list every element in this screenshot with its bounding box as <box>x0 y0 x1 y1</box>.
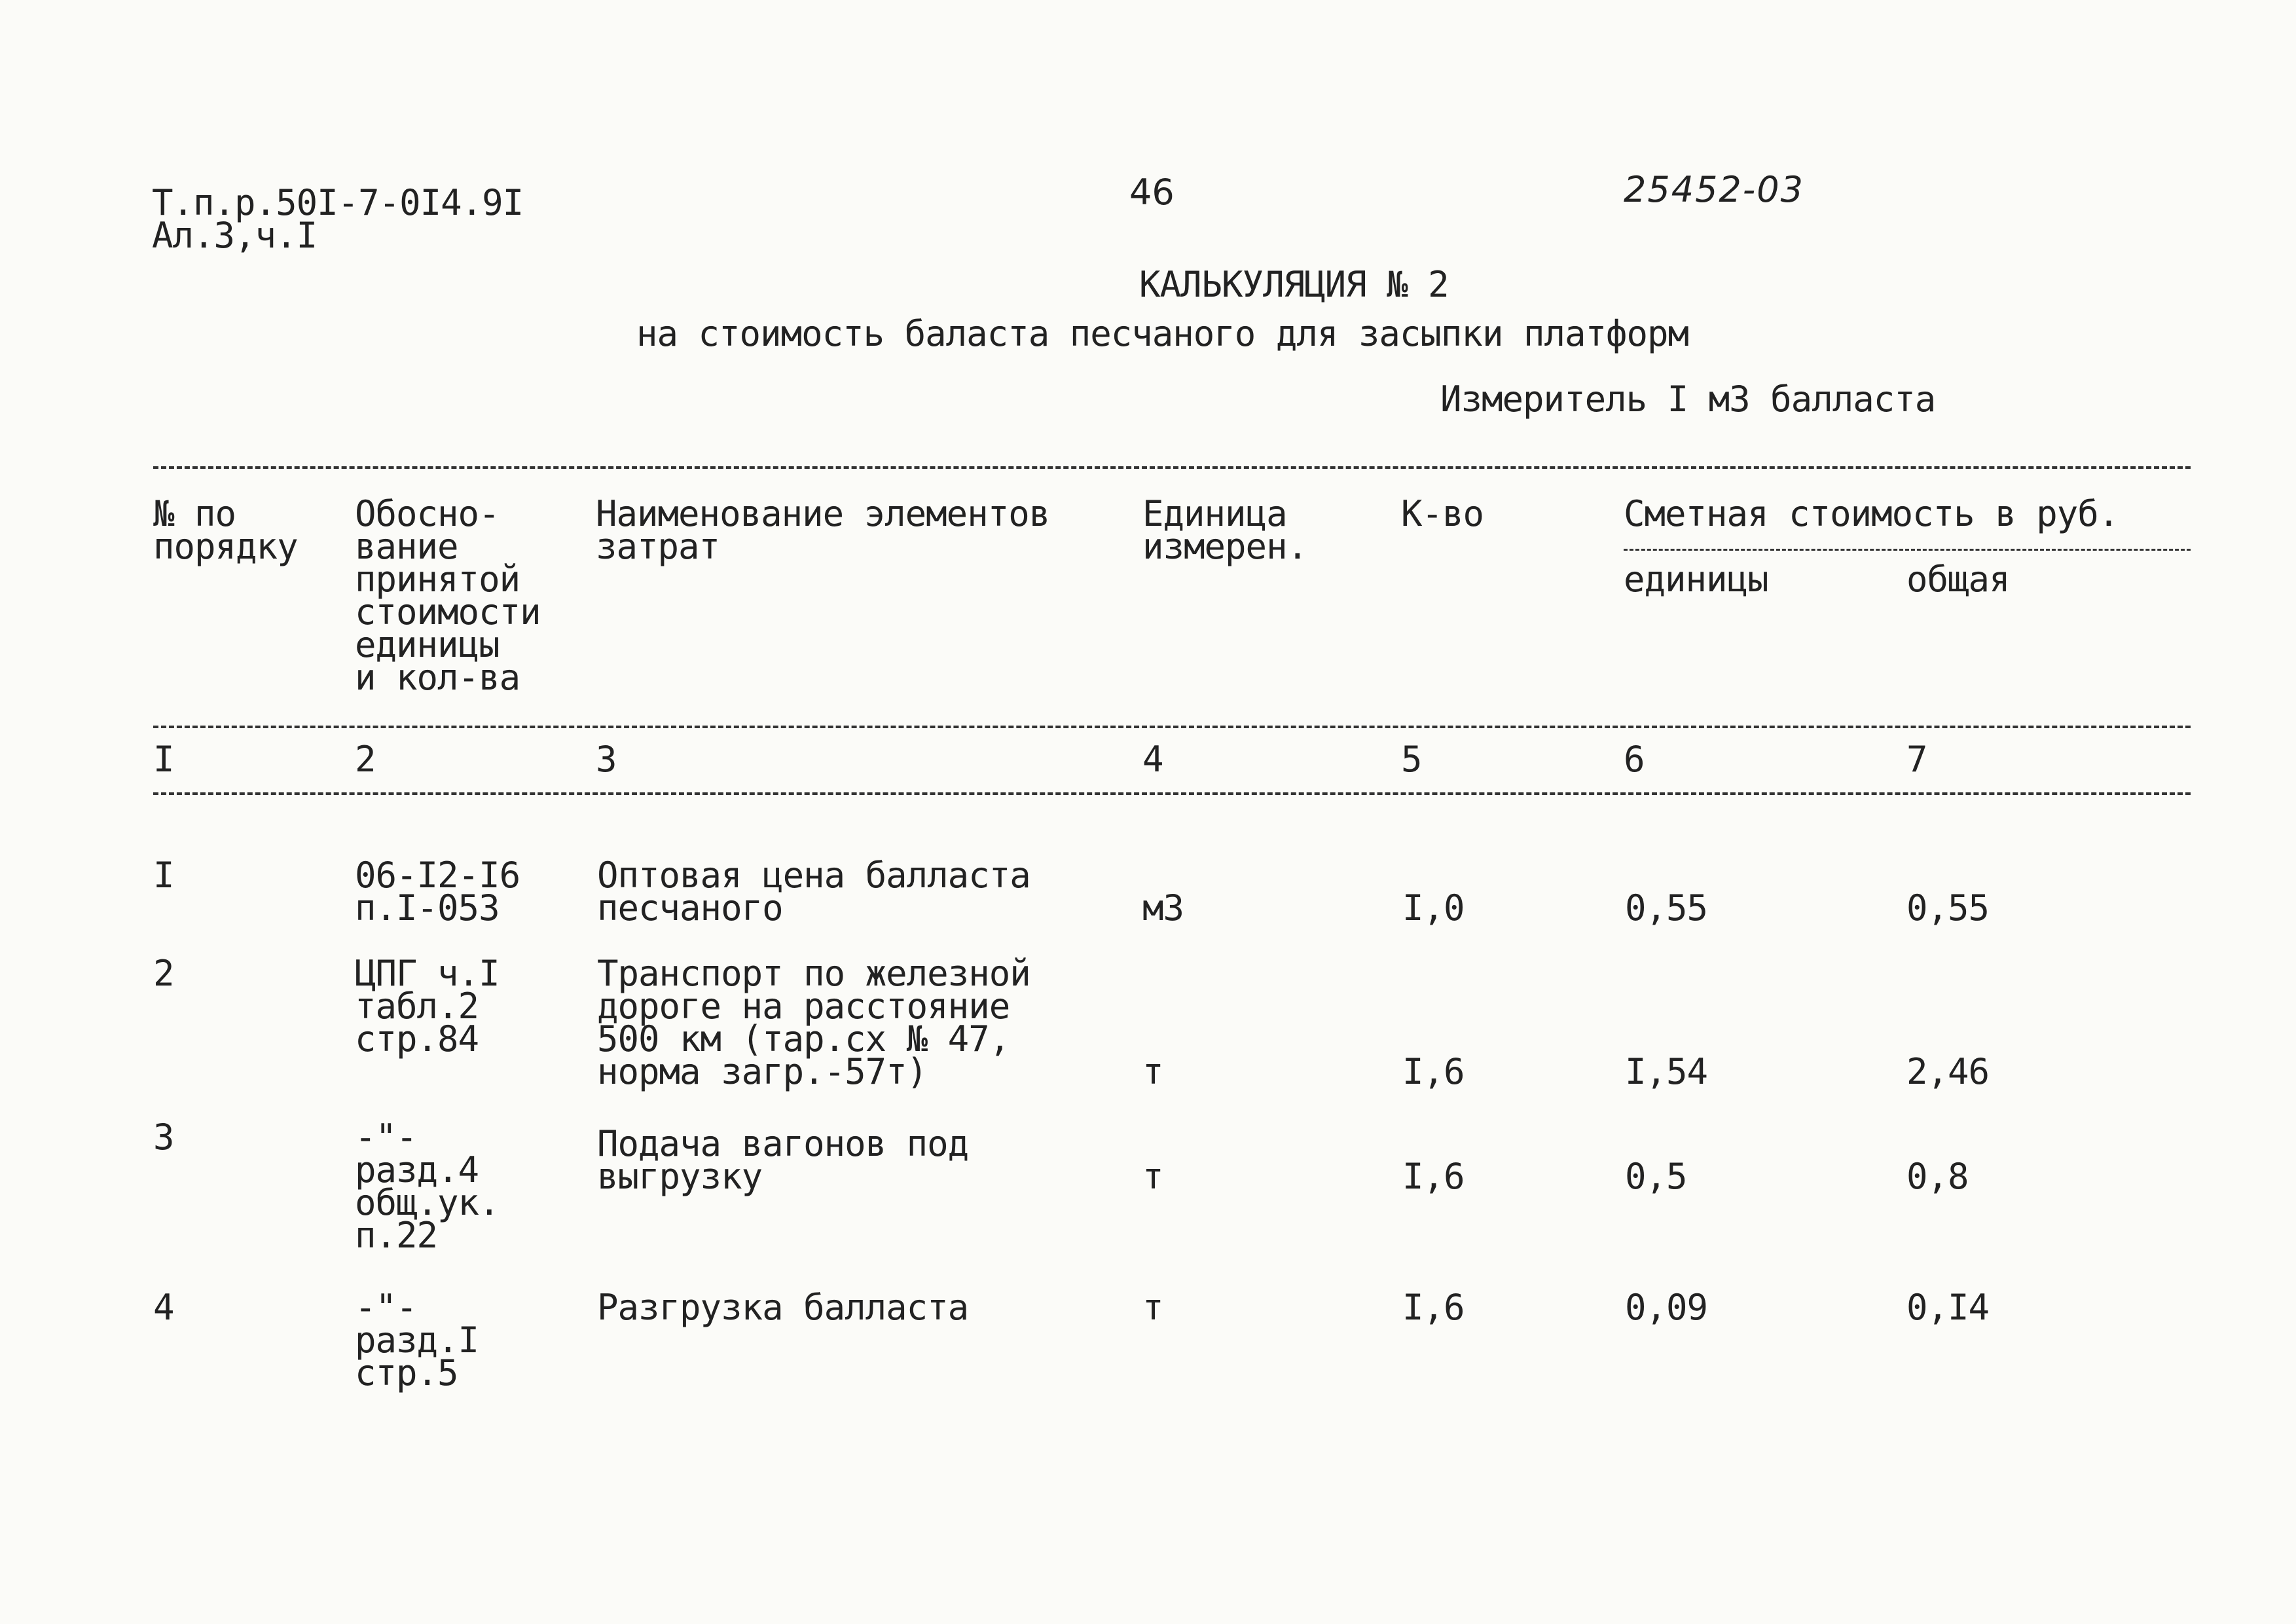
calc-title: КАЛЬКУЛЯЦИЯ № 2 <box>1139 264 1449 305</box>
row-total: 0,I4 <box>1906 1287 1990 1328</box>
page-number: 46 <box>1129 172 1175 213</box>
row-basis: -"- разд.I стр.5 <box>355 1287 479 1393</box>
row-name: Подача вагонов под выгрузку <box>597 1123 969 1197</box>
row-basis: ЦПГ ч.I табл.2 стр.84 <box>355 953 500 1060</box>
row-unit: м3 <box>1142 887 1184 929</box>
row-unit-cost: 0,55 <box>1625 887 1708 929</box>
inventory-number: 25452-03 <box>1624 169 1804 210</box>
row-unit: т <box>1142 1156 1163 1197</box>
row-total: 2,46 <box>1906 1051 1990 1092</box>
row-qty: I,6 <box>1402 1051 1465 1092</box>
row-name: Разгрузка балласта <box>597 1287 969 1328</box>
row-name: Оптовая цена балласта песчаного <box>597 855 1030 929</box>
header-cost-group: Сметная стоимость в руб. <box>1624 493 2119 534</box>
header-col-total: общая <box>1906 559 2010 600</box>
table-top-rule <box>153 466 2191 469</box>
row-unit-cost: 0,09 <box>1625 1287 1708 1328</box>
header-col-unit: Единица измерен. <box>1142 493 1308 567</box>
row-no: I <box>153 855 174 896</box>
row-total: 0,55 <box>1906 887 1990 929</box>
measure-unit-note: Измеритель I м3 балласта <box>1440 378 1936 420</box>
column-number: I <box>153 739 174 780</box>
header-col-unit-cost: единицы <box>1624 559 1768 600</box>
numbers-bottom-rule <box>153 792 2191 795</box>
row-basis: -"- разд.4 общ.ук. п.22 <box>355 1116 500 1256</box>
row-basis: 06-I2-I6 п.I-053 <box>355 855 520 929</box>
row-name: Транспорт по железной дороге на расстояние 500 км (тар.сх № 47, норма загр.-57т) <box>597 953 1030 1092</box>
row-unit: т <box>1142 1051 1163 1092</box>
row-no: 3 <box>153 1116 174 1158</box>
row-unit-cost: 0,5 <box>1625 1156 1687 1197</box>
header-col-qty: К-во <box>1401 493 1484 534</box>
row-qty: I,6 <box>1402 1287 1465 1328</box>
header-col-name: Наименование элементов затрат <box>596 493 1050 567</box>
column-number: 5 <box>1401 739 1422 780</box>
row-unit: т <box>1142 1287 1163 1328</box>
row-total: 0,8 <box>1906 1156 1969 1197</box>
cost-group-rule <box>1624 549 2191 551</box>
row-no: 4 <box>153 1287 174 1328</box>
header-col-no: № по порядку <box>153 493 298 567</box>
row-no: 2 <box>153 953 174 994</box>
row-qty: I,0 <box>1402 887 1465 929</box>
column-number: 4 <box>1142 739 1163 780</box>
column-number: 6 <box>1624 739 1645 780</box>
column-number: 7 <box>1906 739 1927 780</box>
doc-ref-line2: Ал.3,ч.I <box>152 215 318 256</box>
header-col-basis: Обосно- вание принятой стоимости единицы и кол-ва <box>355 493 541 698</box>
column-number: 3 <box>596 739 617 780</box>
row-qty: I,6 <box>1402 1156 1465 1197</box>
header-bottom-rule <box>153 726 2191 728</box>
row-unit-cost: I,54 <box>1625 1051 1708 1092</box>
calc-subtitle: на стоимость баласта песчаного для засыпки платформ <box>636 313 1689 354</box>
doc-ref-line1: Т.п.р.50I-7-0I4.9I <box>152 182 524 223</box>
column-number: 2 <box>355 739 376 780</box>
